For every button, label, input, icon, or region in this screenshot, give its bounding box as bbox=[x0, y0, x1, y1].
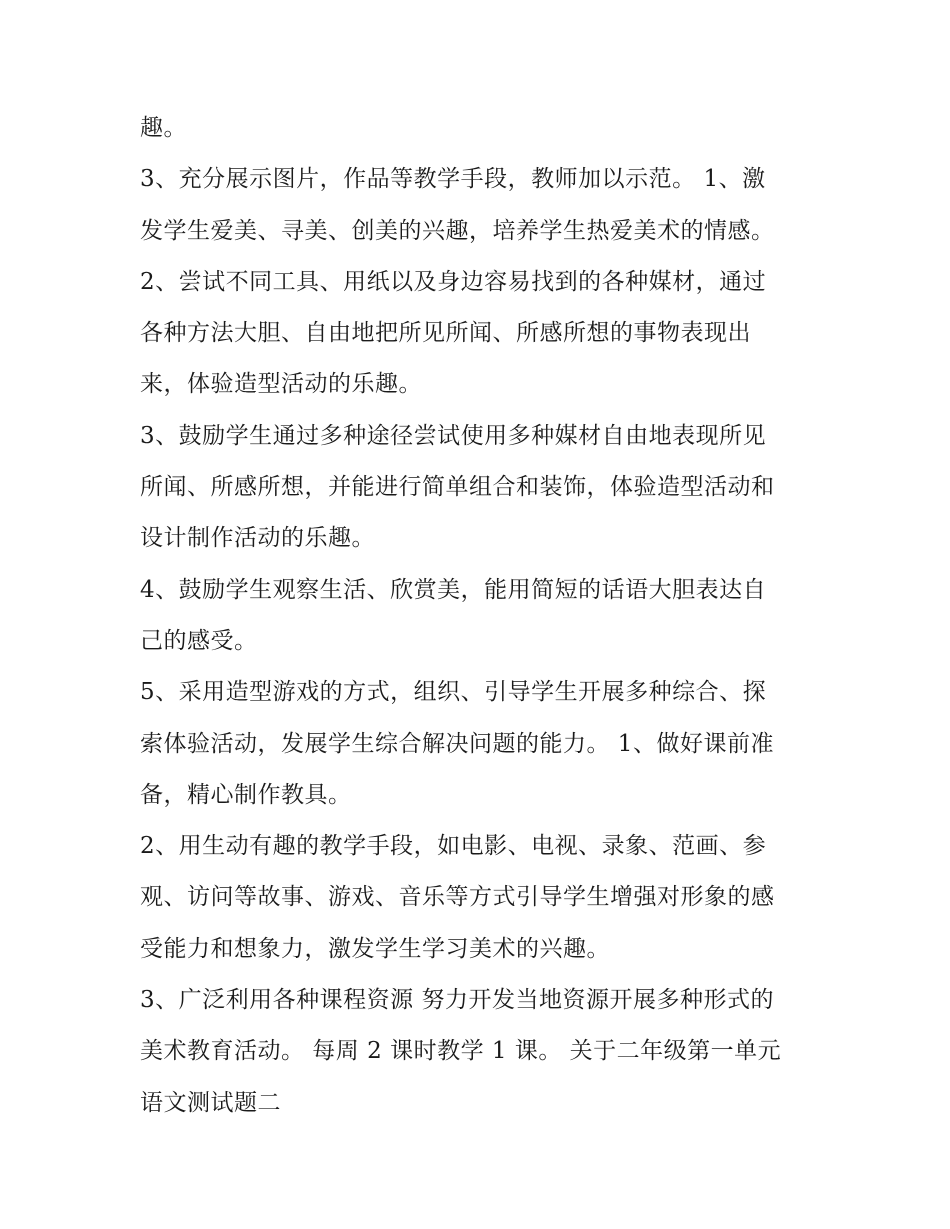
text-line: 3、广泛利用各种课程资源 努力开发当地资源开展多种形式的 bbox=[140, 987, 774, 1014]
text-line: 5、采用造型游戏的方式，组织、引导学生开展多种综合、探 bbox=[140, 679, 767, 706]
text-line: 受能力和想象力，激发学生学习美术的兴趣。 bbox=[140, 935, 610, 962]
text-line: 美术教育活动。 每周 2 课时教学 1 课。 关于二年级第一单元 bbox=[140, 1038, 782, 1065]
text-line: 3、鼓励学生通过多种途径尝试使用多种媒材自由地表现所见 bbox=[140, 422, 767, 449]
text-line: 索体验活动，发展学生综合解决问题的能力。 1、做好课前准 bbox=[140, 730, 774, 757]
text-line: 2、尝试不同工具、用纸以及身边容易找到的各种媒材，通过 bbox=[140, 268, 767, 295]
text-line: 各种方法大胆、自由地把所见所闻、所感所想的事物表现出 bbox=[140, 320, 751, 347]
document-body bbox=[140, 103, 830, 1129]
text-line: 己的感受。 bbox=[140, 627, 258, 654]
text-line: 2、用生动有趣的教学手段，如电影、电视、录象、范画、参 bbox=[140, 833, 767, 860]
text-line: 设计制作活动的乐趣。 bbox=[140, 525, 375, 552]
text-line: 备，精心制作教具。 bbox=[140, 781, 352, 808]
text-line: 趣。 bbox=[140, 115, 187, 141]
text-line: 4、鼓励学生观察生活、欣赏美，能用简短的话语大胆表达自 bbox=[140, 576, 767, 603]
text-line: 观、访问等故事、游戏、音乐等方式引导学生增强对形象的感 bbox=[140, 884, 775, 911]
text-line: 来，体验造型活动的乐趣。 bbox=[140, 371, 422, 398]
text-line: 所闻、所感所想，并能进行简单组合和装饰，体验造型活动和 bbox=[140, 474, 775, 501]
text-line: 语文测试题二 bbox=[140, 1089, 281, 1116]
text-line: 发学生爱美、寻美、创美的兴趣，培养学生热爱美术的情感。 bbox=[140, 217, 775, 244]
text-line: 3、充分展示图片，作品等教学手段，教师加以示范。 1、激 bbox=[140, 166, 766, 193]
